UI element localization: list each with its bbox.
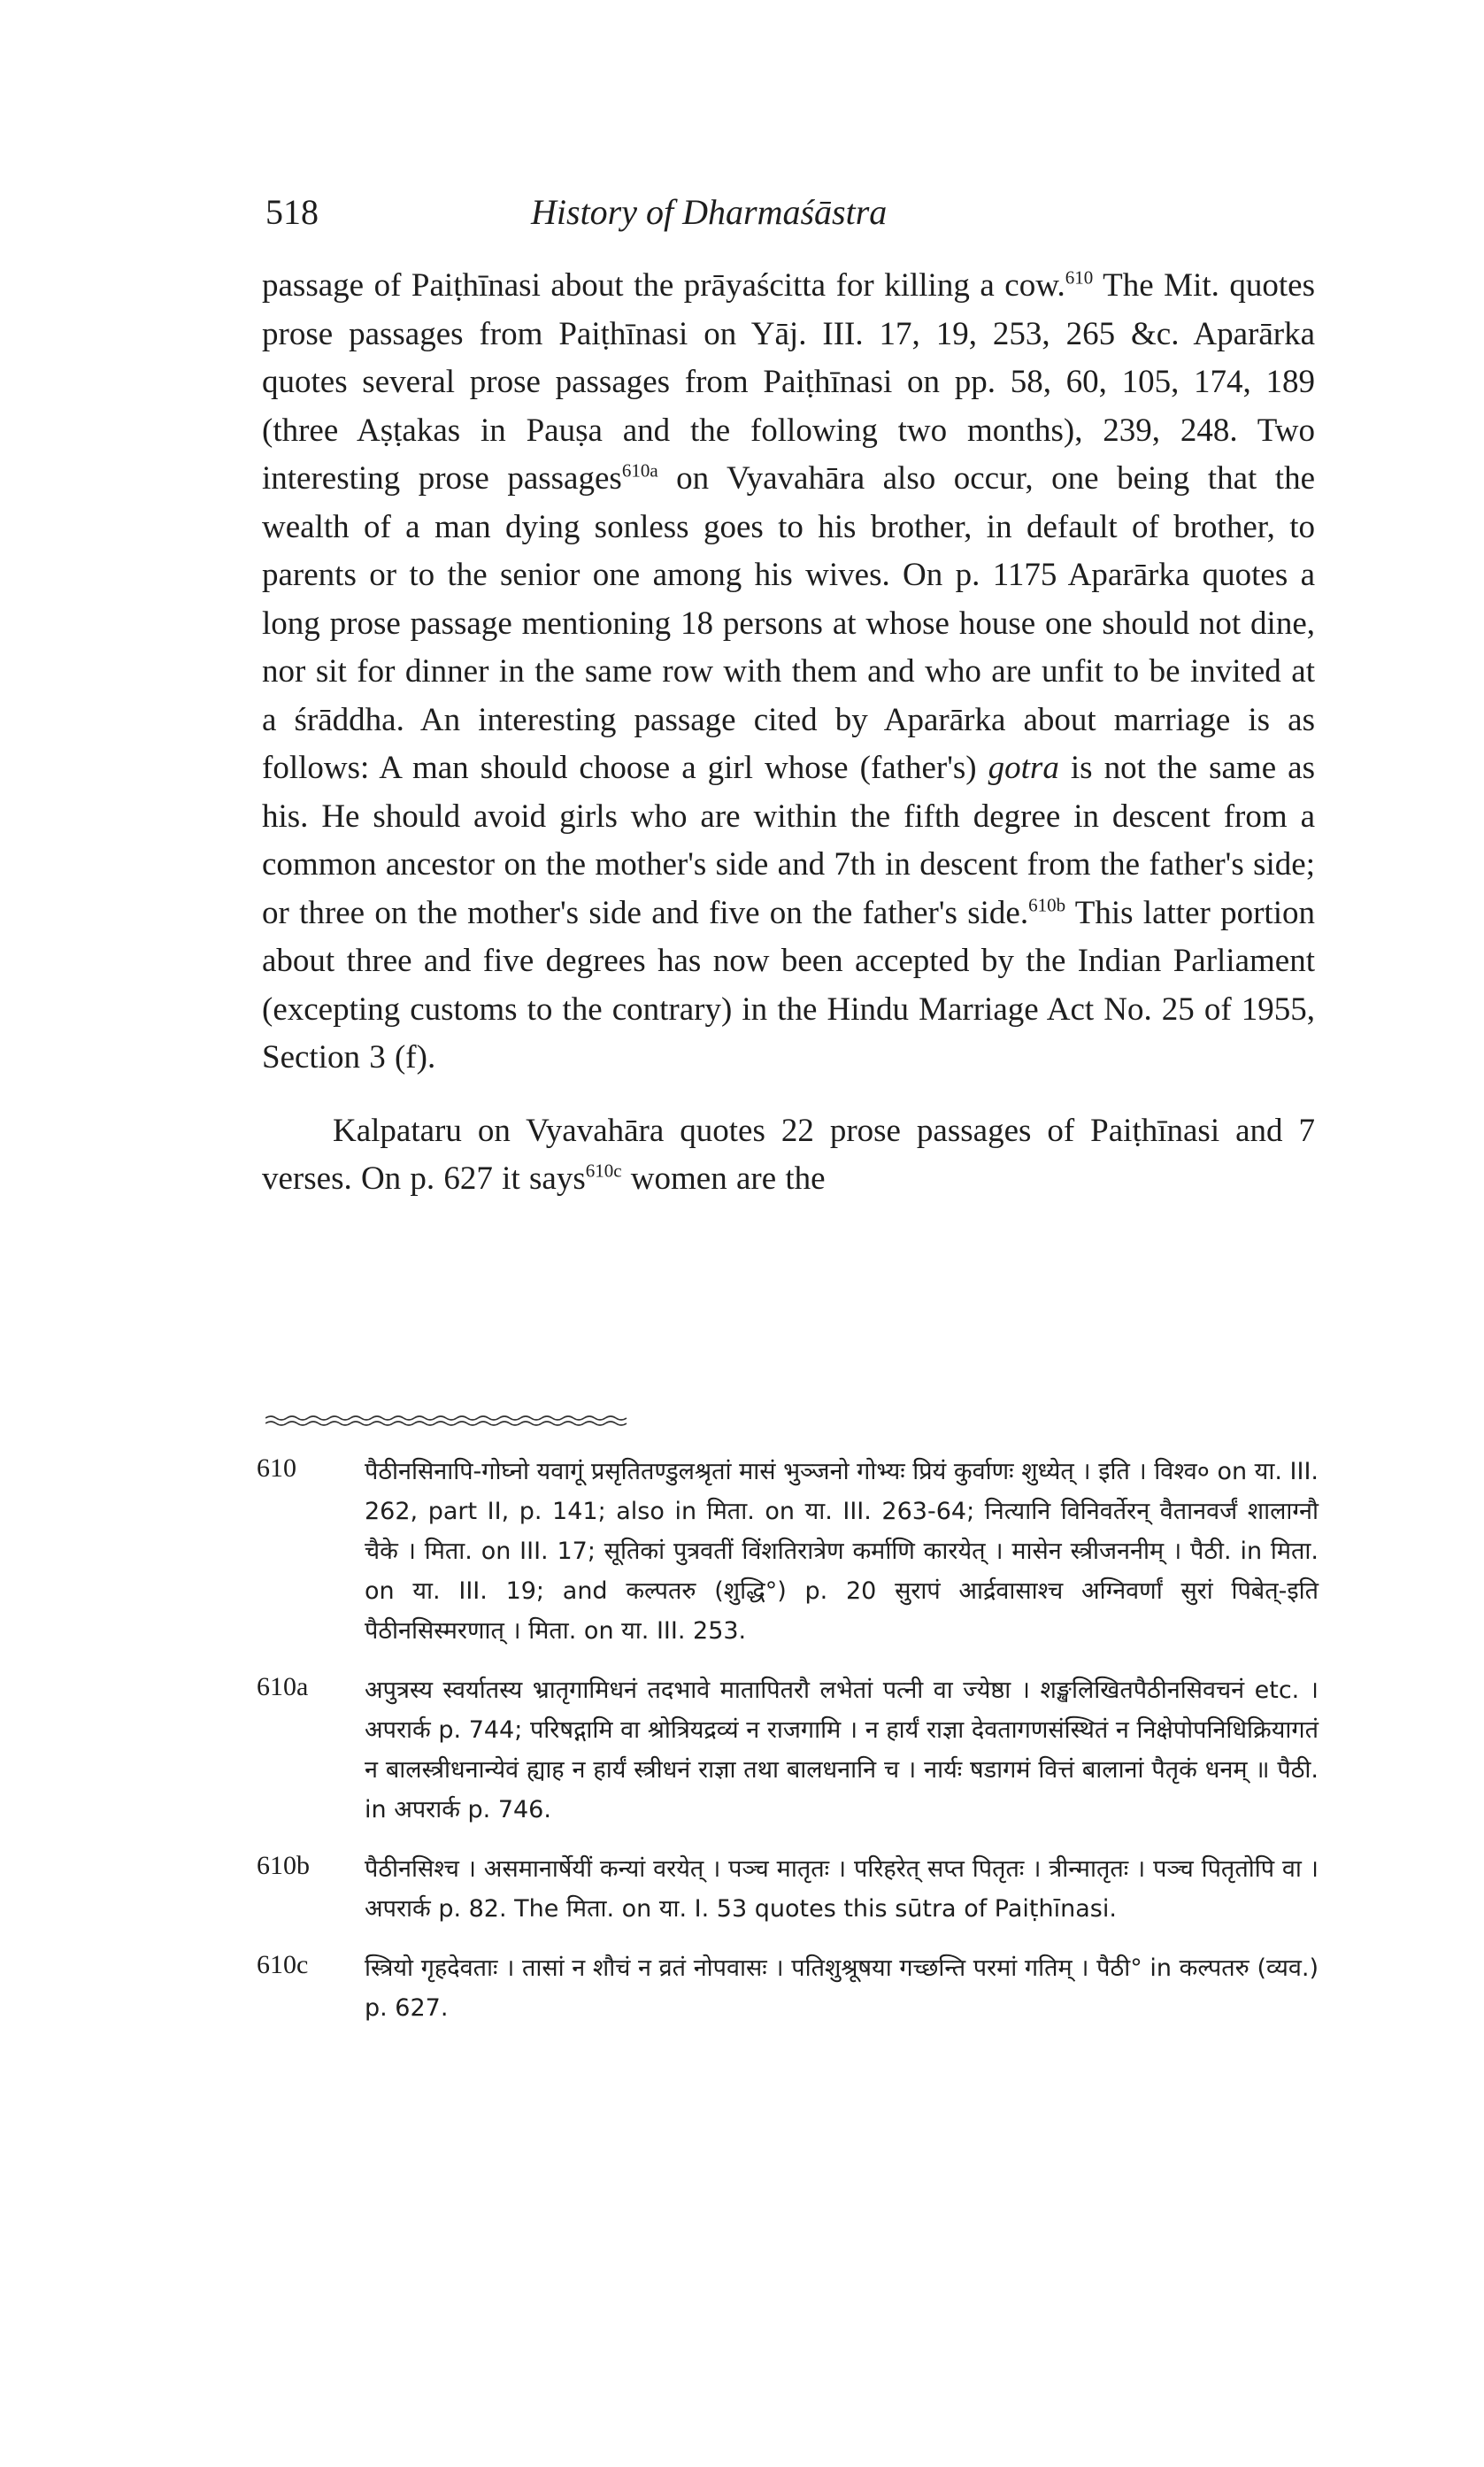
gotra-term: gotra <box>988 750 1059 786</box>
footnote-610a <box>257 1670 1319 1830</box>
para2-text-1: Kalpataru on Vyavahāra quotes 22 prose passages of Paiṭhīnasi and 7 verses. On p. 627 it says <box>262 1112 1315 1197</box>
footnote-text: स्त्रियो गृहदेवताः । तासां न शौचं न व्रतं नोपवासः । पतिशुश्रूषया गच्छन्ति परमां गतिम् । पैठी° in कल्पतरु (व्यव.) p. 627. <box>365 1954 1319 2022</box>
footnote-label: 610b <box>257 1851 310 1880</box>
para1-text-4: is not the same as his. He should avoid girls who are within the fifth degree in descent from a common ancestor on the mother's side and 7th in descent from the father's side; or three on the mother's side and five on the father's side. <box>262 750 1315 931</box>
footnote-ref-610a: 610a <box>621 459 658 482</box>
footnote-text: पैठीनसिनापि-गोघ्नो यवागूं प्रसृतितण्डुलश्रृतां मासं भुञ्जनो गोभ्यः प्रियं कुर्वाणः शुध्येत् । इति । विश्व० on या. III. 262, part II, p. 141; also in मिता. on या. III. 263-64; नित्यानि विनिवर्तेरन् वैतानवर्जं शालाग्नौ चैके । मिता. on III. 17; सूतिकां पुत्रवतीं विंशतिरात्रेण कर्माणि कारयेत् । मासेन स्त्रीजननीम् । पैठी. in मिता. on या. III. 19; and कल्पतरु (शुद्धि°) p. 20 सुरापं आर्द्रवासाश्च अग्निवर्णां सुरां पिबेत्-इति पैठीनसिस्मरणात् । मिता. on या. III. 253. <box>365 1458 1319 1645</box>
page-number: 518 <box>265 192 319 232</box>
para1-text-3: on Vyavahāra also occur, one being that the wealth of a man dying sonless goes to his brother, in default of brother, to parents or to the senior one among his wives. On p. 1175 Aparārka quotes a long prose passage mentioning 18 persons at whose house one should not dine, nor sit for dinner in the same row with them and who are unfit to be invited at a śrāddha. An interesting passage cited by Aparārka about marriage is as follows: A man should choose a girl whose (father's) <box>262 460 1315 786</box>
footnote-text: अपुत्रस्य स्वर्यातस्य भ्रातृगामिधनं तदभावे मातापितरौ लभेतां पत्नी वा ज्येष्ठा । शङ्खलिखितपैठीनसिवचनं etc. । अपरार्क p. 744; परिषद्गामि वा श्रोत्रियद्रव्यं न राजगामि । न हार्यं राज्ञा देवतागणसंस्थितं न निक्षेपोपनिधिक्रियागतं न बालस्त्रीधनान्येवं ह्याह न हार्यं स्त्रीधनं राज्ञा तथा बालधनानि च । नार्यः षडागमं वित्तं बालानां पैतृकं धनम् ॥ पैठी. in अपरार्क p. 746. <box>365 1677 1319 1823</box>
footnote-ref-610b: 610b <box>1028 894 1066 916</box>
footnote-610 <box>257 1452 1319 1651</box>
para1-text-1: passage of Paiṭhīnasi about the prāyaścitta for killing a cow. <box>262 267 1065 304</box>
footnote-text: पैठीनसिश्च । असमानार्षेयीं कन्यां वरयेत् । पञ्च मातृतः । परिहरेत् सप्त पितृतः । त्रीन्मातृतः । पञ्च पितृतोपि वा । अपरार्क p. 82. The मिता. on या. I. 53 quotes this sūtra of Paiṭhīnasi. <box>365 1855 1319 1923</box>
footnote-label: 610a <box>257 1672 309 1701</box>
footnote-label: 610 <box>257 1453 296 1483</box>
page-header <box>265 191 1310 244</box>
footnote-610b <box>257 1849 1319 1929</box>
paragraph-2 <box>262 1107 1315 1204</box>
footnote-divider <box>265 1415 628 1427</box>
footnote-ref-610c: 610c <box>585 1160 622 1182</box>
para2-text-2: women are the <box>621 1160 826 1197</box>
footnote-ref-610: 610 <box>1065 266 1094 289</box>
footnote-610c <box>257 1948 1319 2028</box>
running-title: History of Dharmaśāstra <box>531 192 888 232</box>
main-text <box>262 262 1315 1204</box>
footnotes <box>257 1452 1319 2047</box>
paragraph-1 <box>262 262 1315 1083</box>
para1-text-2: The Mit. quotes prose passages from Paiṭhīnasi on Yāj. III. 17, 19, 253, 265 &c. Aparārka quotes several prose passages from Paiṭhīnasi on pp. 58, 60, 105, 174, 189 (three Aṣṭakas in Pauṣa and the following two months), 239, 248. Two interesting prose passages <box>262 267 1316 497</box>
para1-text-5: This latter portion about three and five degrees has now been accepted by the Indian Parliament (excepting customs to the contrary) in the Hindu Marriage Act No. 25 of 1955, Section 3 (f). <box>262 894 1315 1075</box>
footnote-label: 610c <box>257 1950 309 1979</box>
